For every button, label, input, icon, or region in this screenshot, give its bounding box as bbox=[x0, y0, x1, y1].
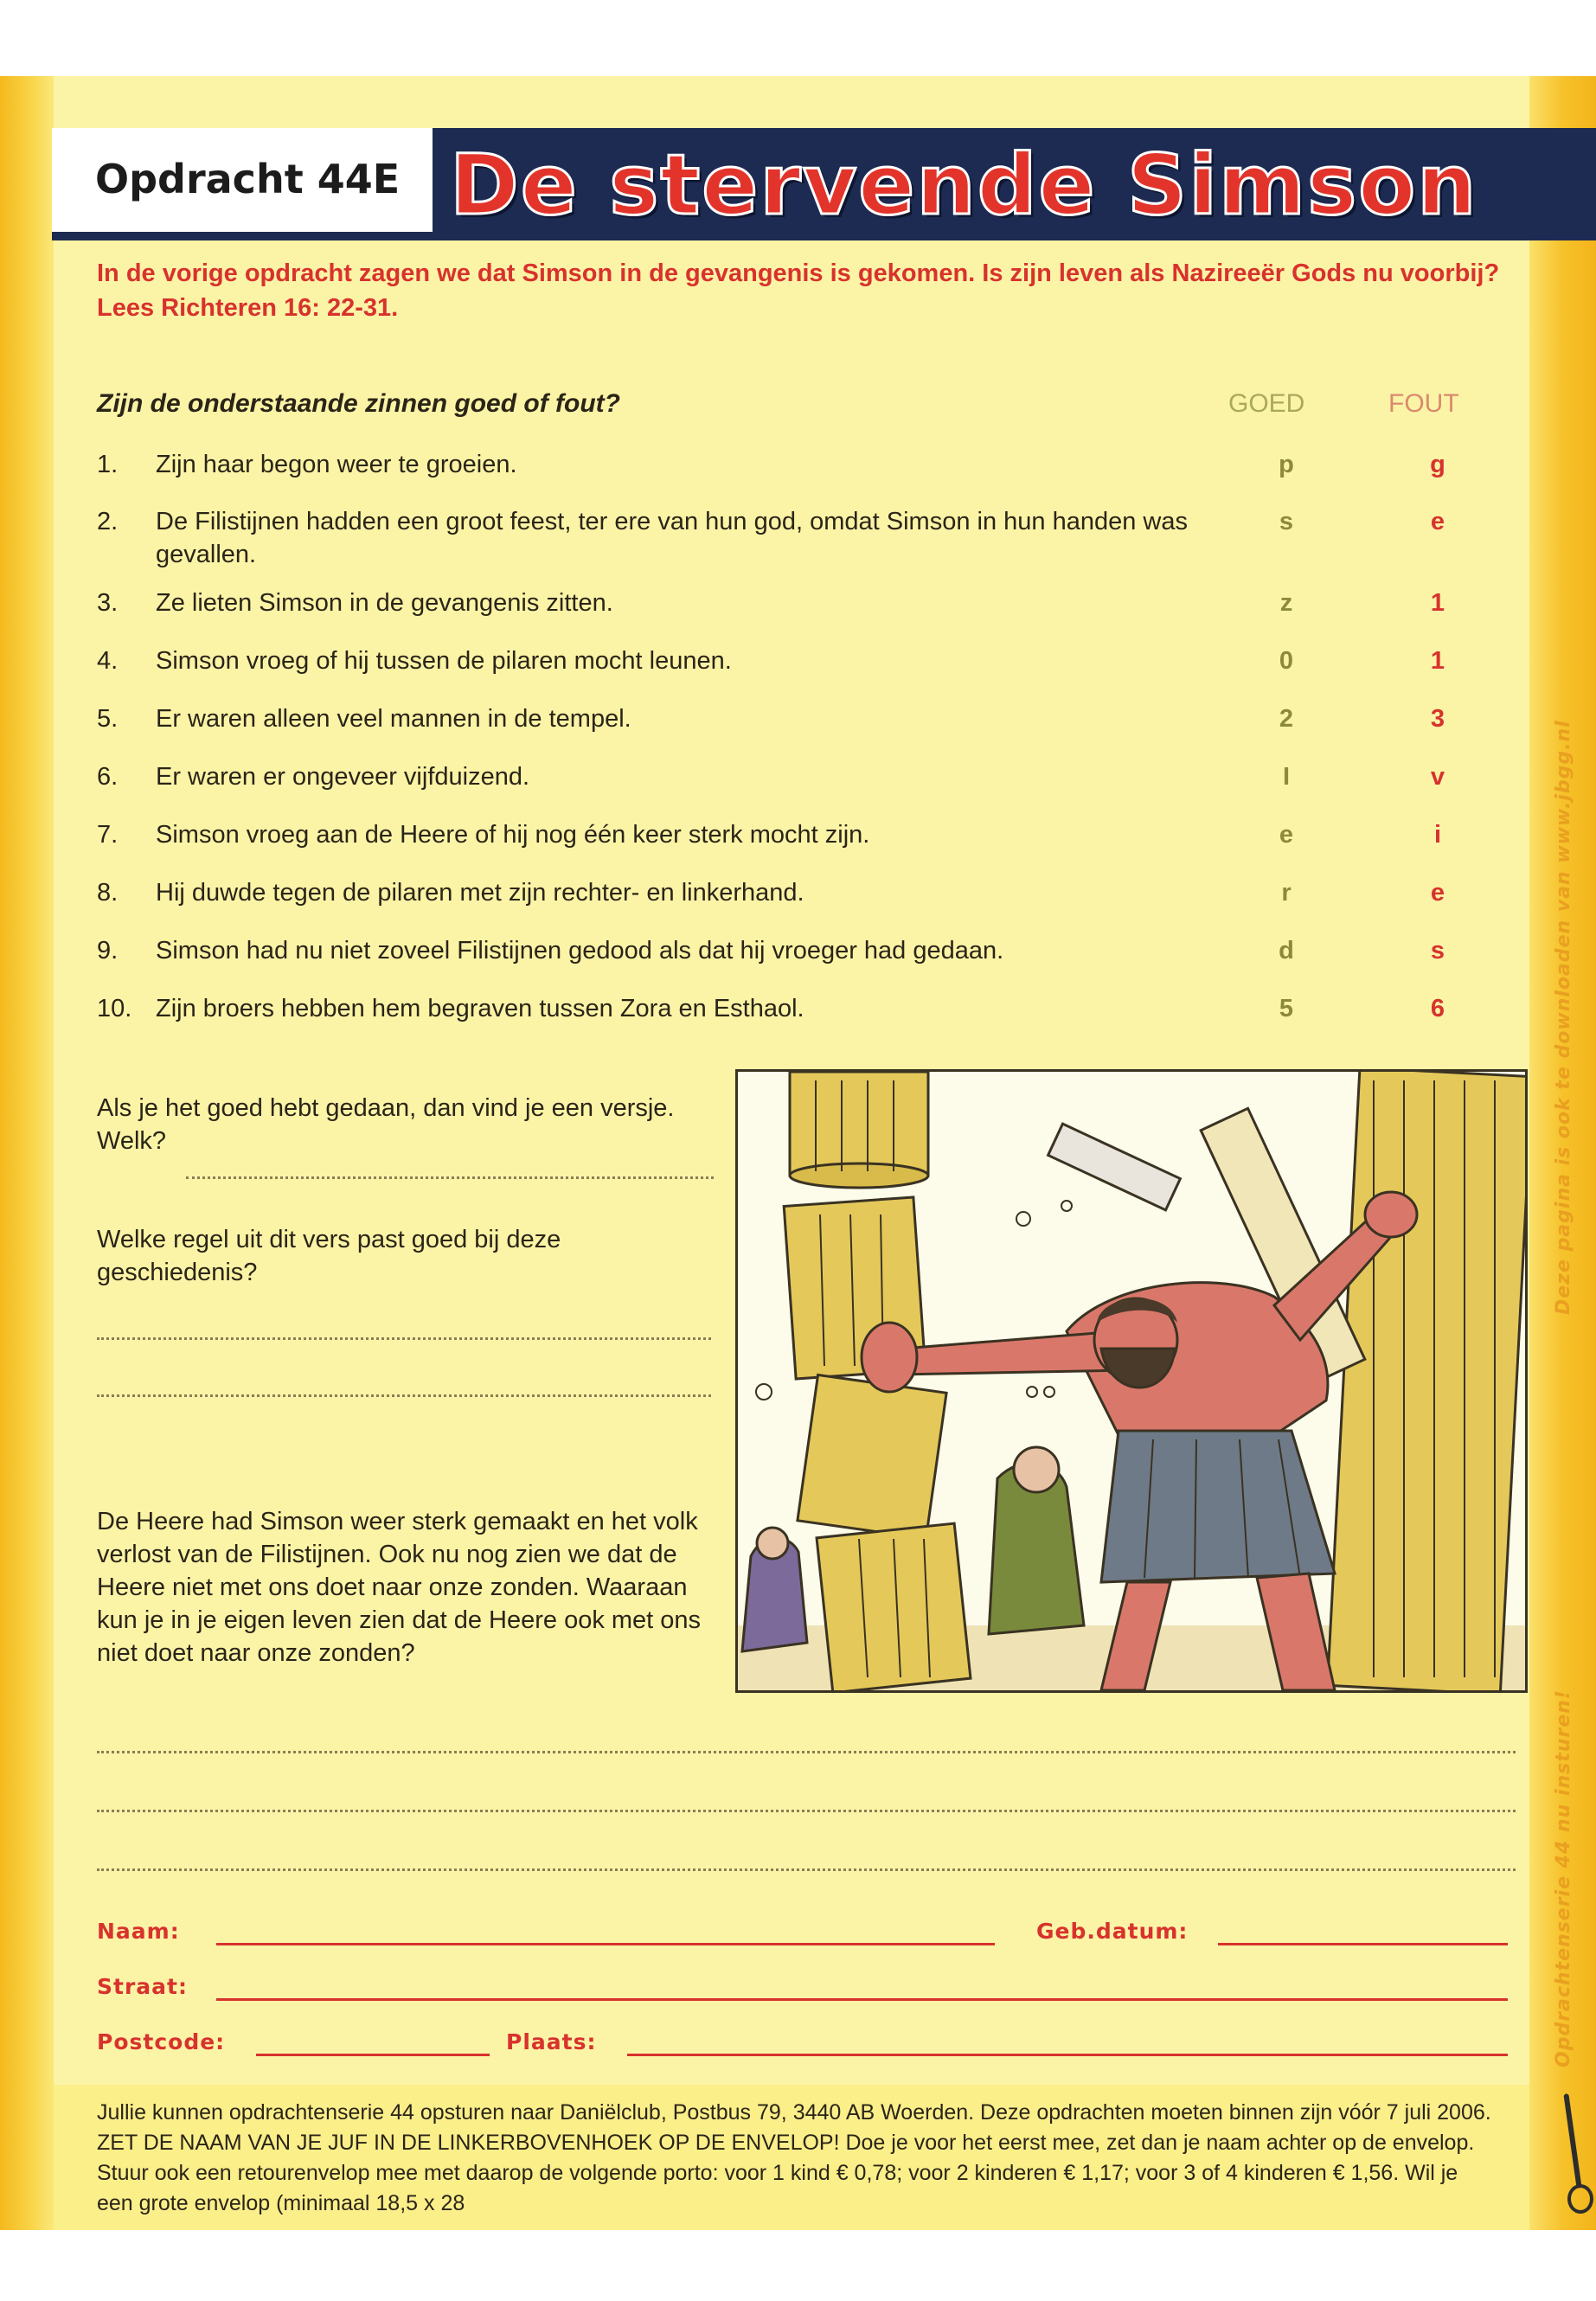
column-header-goed: GOED bbox=[1228, 389, 1305, 418]
quiz-row-fout-letter: v bbox=[1430, 763, 1445, 791]
name-label: Naam: bbox=[97, 1919, 180, 1944]
rule-answer-line[interactable] bbox=[97, 1394, 711, 1397]
quiz-question: Zijn de onderstaande zinnen goed of fout? bbox=[97, 389, 620, 418]
simson-pushing-pillars-drawing bbox=[738, 1072, 1525, 1690]
birthdate-field[interactable] bbox=[1218, 1943, 1508, 1945]
name-field[interactable] bbox=[216, 1943, 995, 1945]
quiz-row-number: 1. bbox=[97, 451, 119, 478]
postcode-field[interactable] bbox=[256, 2054, 490, 2056]
quiz-row-statement: Er waren er ongeveer vijfduizend. bbox=[156, 763, 530, 791]
quiz-row-statement: Simson vroeg aan de Heere of hij nog één keer sterk mocht zijn. bbox=[156, 821, 870, 849]
intro-text bbox=[97, 256, 1533, 325]
quiz-row-statement: Ze lieten Simson in de gevangenis zitten. bbox=[156, 589, 613, 617]
left-margin-stripe bbox=[0, 76, 54, 2230]
quiz-row-fout-letter: s bbox=[1430, 937, 1445, 965]
quiz-row-fout-letter: 1 bbox=[1430, 589, 1445, 617]
quiz-row-fout-letter: i bbox=[1433, 821, 1442, 849]
quiz-row-goed-letter: I bbox=[1282, 763, 1291, 791]
reflection-answer-line[interactable] bbox=[97, 1751, 1516, 1753]
side-send-text: Opdrachtenserie 44 nu insturen! bbox=[1553, 1689, 1574, 2067]
margin-ring-mark bbox=[1567, 2184, 1593, 2214]
quiz-row-goed-letter: 5 bbox=[1279, 995, 1294, 1022]
rule-question: Welke regel uit dit vers past goed bij deze geschiedenis? bbox=[97, 1226, 561, 1286]
quiz-row-number: 8. bbox=[97, 879, 119, 907]
quiz-row-statement: De Filistijnen hadden een groot feest, ter ere van hun god, omdat Simson in hun handen was gevallen. bbox=[156, 508, 1188, 568]
street-label: Straat: bbox=[97, 1974, 188, 1999]
quiz-row-number: 6. bbox=[97, 763, 119, 791]
quiz-row-fout-letter: e bbox=[1430, 879, 1445, 907]
reflection-answer-line[interactable] bbox=[97, 1810, 1516, 1812]
reflection-answer-line[interactable] bbox=[97, 1868, 1516, 1871]
quiz-row-goed-letter: d bbox=[1279, 937, 1294, 965]
quiz-row-fout-letter: 1 bbox=[1430, 647, 1445, 675]
quiz-row-fout-letter: g bbox=[1430, 451, 1445, 478]
quiz-row-number: 9. bbox=[97, 937, 119, 965]
quiz-row-goed-letter: s bbox=[1279, 508, 1294, 535]
quiz-row-number: 3. bbox=[97, 589, 119, 617]
verse-prompt bbox=[97, 1092, 685, 1157]
intro-line-2: Lees Richteren 16: 22-31. bbox=[97, 294, 399, 322]
intro-line-1: In de vorige opdracht zagen we dat Simson in de gevangenis is gekomen. Is zijn leven als Nazireeër Gods nu voorbij? bbox=[97, 260, 1500, 287]
quiz-row-goed-letter: r bbox=[1281, 879, 1292, 907]
place-field[interactable] bbox=[627, 2054, 1508, 2056]
birthdate-label: Geb.datum: bbox=[1036, 1919, 1189, 1944]
quiz-row-goed-letter: p bbox=[1279, 451, 1294, 478]
street-field[interactable] bbox=[216, 1998, 1508, 2001]
quiz-row-goed-letter: z bbox=[1279, 589, 1293, 617]
quiz-row-number: 7. bbox=[97, 821, 119, 849]
verse-prompt-text: Als je het goed hebt gedaan, dan vind je een versje. bbox=[97, 1094, 675, 1122]
footer-instructions: Jullie kunnen opdrachtenserie 44 opsturen naar Daniëlclub, Postbus 79, 3440 AB Woerden. Deze opdrachten moeten binnen zijn vóór 7 juli 2006. ZET DE NAAM VAN JE JUF IN DE LINKERBOVENHOEK OP DE ENVELOP! Doe je voor het eerst mee, zet dan je naam achter op de envelop. Stuur ook een retourenvelop mee met daarop de volgende porto: voor 1 kind € 0,78; voor 2 kinderen € 1,17; voor 3 of 4 kinderen € 1,56. Wil je een grote envelop (minimaal 18,5 x 28 bbox=[97, 2100, 1491, 2215]
quiz-row-statement: Er waren alleen veel mannen in de tempel. bbox=[156, 705, 631, 733]
place-label: Plaats: bbox=[506, 2029, 597, 2054]
page-title: De stervende Simson bbox=[450, 137, 1478, 234]
simson-illustration bbox=[735, 1069, 1528, 1693]
quiz-row-fout-letter: 3 bbox=[1430, 705, 1445, 733]
side-download-text: Deze pagina is ook te downloaden van www.jbgg.nl bbox=[1553, 720, 1574, 1315]
quiz-row-statement: Simson vroeg of hij tussen de pilaren mocht leunen. bbox=[156, 647, 732, 675]
quiz-row-goed-letter: 0 bbox=[1279, 647, 1294, 675]
quiz-row-statement: Zijn haar begon weer te groeien. bbox=[156, 451, 517, 478]
quiz-row-statement: Hij duwde tegen de pilaren met zijn rechter- en linkerhand. bbox=[156, 879, 804, 907]
quiz-row-number: 4. bbox=[97, 647, 119, 675]
quiz-row-number: 10. bbox=[97, 995, 132, 1022]
column-header-fout: FOUT bbox=[1388, 389, 1459, 418]
reflection-question: De Heere had Simson weer sterk gemaakt en het volk verlost van de Filistijnen. Ook nu nog zien we dat de Heere niet met ons doet naar onze zonden. Waaraan kun je in je eigen leven zien dat de Heere ook met ons niet doet naar onze zonden? bbox=[97, 1508, 702, 1667]
assignment-label: Opdracht 44E bbox=[95, 156, 401, 202]
rule-answer-line[interactable] bbox=[97, 1337, 711, 1340]
postcode-label: Postcode: bbox=[97, 2029, 226, 2054]
quiz-row-number: 2. bbox=[97, 508, 119, 535]
verse-answer-line[interactable] bbox=[186, 1176, 714, 1179]
verse-which-label: Welk? bbox=[97, 1127, 167, 1155]
quiz-row-statement: Zijn broers hebben hem begraven tussen Zora en Esthaol. bbox=[156, 995, 804, 1022]
quiz-row-goed-letter: e bbox=[1279, 821, 1294, 849]
quiz-row-number: 5. bbox=[97, 705, 119, 733]
quiz-row-fout-letter: e bbox=[1430, 508, 1445, 535]
quiz-row-statement: Simson had nu niet zoveel Filistijnen gedood als dat hij vroeger had gedaan. bbox=[156, 937, 1004, 965]
quiz-row-fout-letter: 6 bbox=[1430, 995, 1445, 1022]
quiz-row-goed-letter: 2 bbox=[1279, 705, 1294, 733]
